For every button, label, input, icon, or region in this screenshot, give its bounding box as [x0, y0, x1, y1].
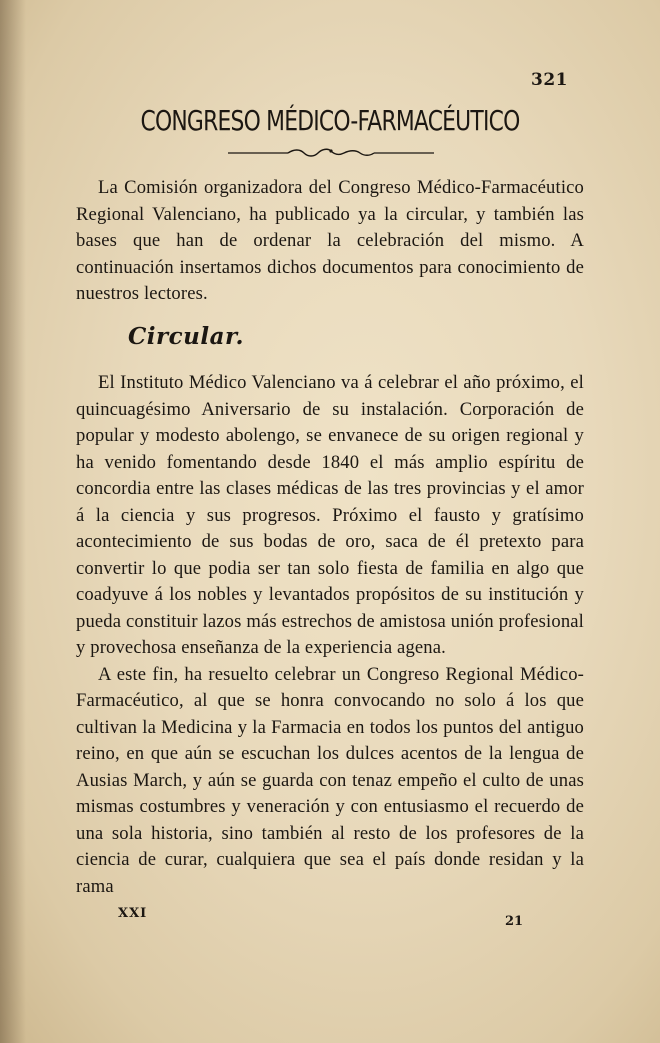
page-title: CONGRESO MÉDICO-FARMACÉUTICO: [140, 104, 520, 137]
signature-mark-left: XXI: [118, 906, 148, 921]
section-heading: Circular.: [128, 323, 245, 350]
page-edge-shadow: [0, 0, 26, 1043]
body-paragraph-2: A este fin, ha resuelto celebrar un Congreso Regional Médico-Farmacéutico, al que se honra convocando no solo á los que cultivan la Medicina y la Farmacia en todos los puntos del antiguo reino, en que aún se escuchan los dulces acentos de la lengua de Ausias March, y aún se guarda con tenaz empeño el culto de unas mismas costumbres y veneración y con entusiasmo el recuerdo de una sola historia, sino también al resto de los profesores de la ciencia de curar, cualquiera que sea el país donde residan y la rama: [76, 663, 584, 897]
page-number: 321: [531, 70, 568, 90]
body-paragraph-1: El Instituto Médico Valenciano va á celebrar el año próximo, el quincuagésimo Aniversario de su instalación. Corporación de popular y modesto abolengo, se envanece de su origen regional y ha venido fomentando desde 1840 el más amplio espíritu de concordia entre las clases médicas de las tres provincias y el amor á la ciencia y sus progresos. Próximo el fausto y gratísimo acontecimiento de sus bodas de oro, saca de él pretexto para convertir lo que podia ser tan solo fiesta de familia en algo que coadyuve á los nobles y levantados propósitos de su institución y pueda constituir lazos más estrechos de amistosa unión profesional y provechosa enseñanza de la experiencia agena.: [76, 372, 584, 658]
title-ornament-icon: [228, 146, 434, 160]
intro-paragraph: La Comisión organizadora del Congreso Médico-Farmacéutico Regional Valenciano, ha publicado ya la circular, y también las bases que han de ordenar la celebración del mismo. A continuación insertamos dichos documentos para conocimiento de nuestros lectores.: [76, 177, 584, 304]
body-text-block: [76, 370, 584, 900]
signature-mark-right: 21: [505, 914, 524, 929]
intro-paragraph-block: [76, 175, 584, 308]
